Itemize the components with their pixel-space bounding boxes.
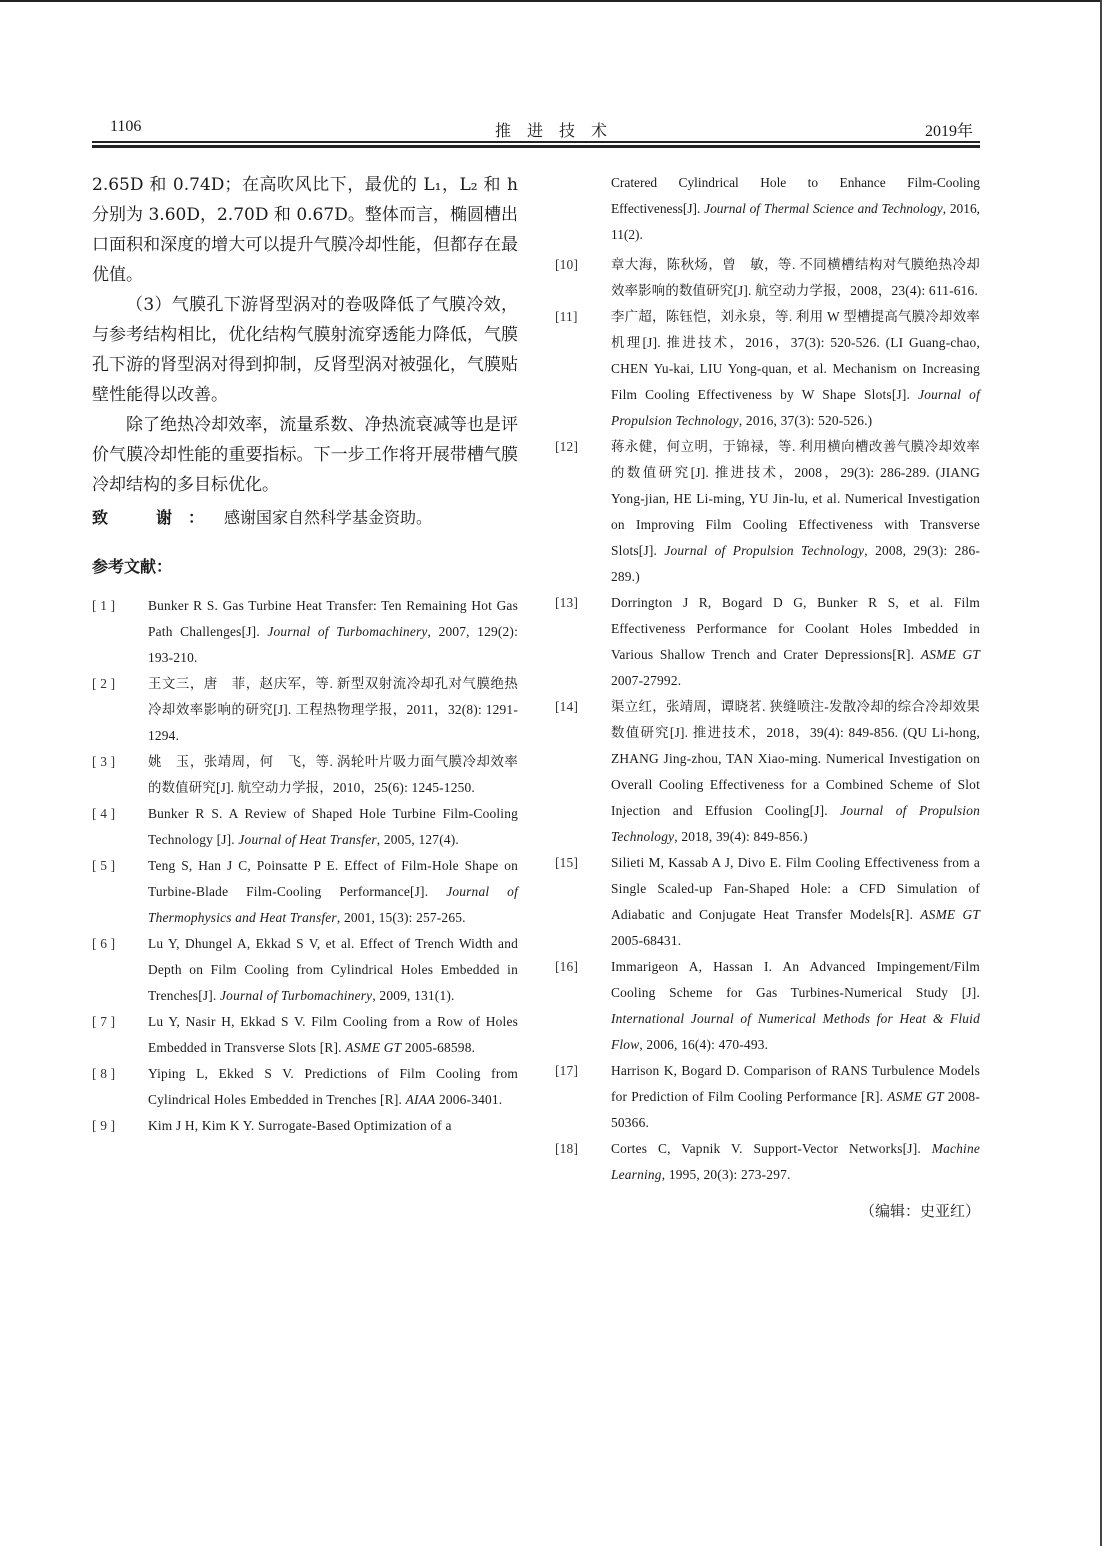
reference-number: [ 5 ] xyxy=(92,858,116,873)
reference-item xyxy=(555,954,980,1058)
reference-number: [ 7 ] xyxy=(92,1014,116,1029)
reference-number: [12] xyxy=(555,439,579,454)
reference-text: Immarigeon A, Hassan I. An Advanced Impingement/Film Cooling Scheme for Gas Turbines-Numerical Study [J]. International Journal of Numerical Methods for Heat & Fluid Flow, 2006, 16(4): 470-493. xyxy=(611,959,980,1052)
reference-text: Cortes C, Vapnik V. Support-Vector Networks[J]. Machine Learning, 1995, 20(3): 273-297. xyxy=(611,1141,980,1182)
reference-number: [11] xyxy=(555,309,578,324)
reference-text: 渠立红，张靖周，谭晓茗. 狭缝喷注-发散冷却的综合冷却效果数值研究[J]. 推进技术，2018，39(4): 849-856. (QU Li-hong, ZHANG Jing-zhou, TAN Xiao-ming. Numerical Investigation on Overall Cooling Effectiveness for a Combined Scheme of Slot Injection and Effusion Cooling[J]. Journal of Propulsion Technology, 2018, 39(4): 849-856.) xyxy=(611,699,980,844)
reference-continuation: Cratered Cylindrical Hole to Enhance Film-Cooling Effectiveness[J]. Journal of Thermal Science and Technology, 2016, 11(2). xyxy=(611,175,980,242)
reference-item xyxy=(92,1113,518,1139)
reference-number: [15] xyxy=(555,855,579,870)
reference-item xyxy=(555,304,980,434)
ack-text: 感谢国家自然科学基金资助。 xyxy=(224,508,433,527)
reference-item xyxy=(92,749,518,801)
reference-number: [ 3 ] xyxy=(92,754,116,769)
page-top-border xyxy=(0,0,1102,2)
reference-text: 李广超，陈钰恺，刘永泉，等. 利用 W 型槽提高气膜冷却效率机理[J]. 推进技术，2016，37(3): 520-526. (LI Guang-chao, CHEN Yu-kai, LIU Yong-quan, et al. Mechanism on Increasing Film Cooling Effectiveness by W Shape Slots[J]. Journal of Propulsion Technology, 2016, 37(3): 520-526.) xyxy=(611,309,981,428)
reference-item xyxy=(92,1061,518,1113)
reference-number: [ 9 ] xyxy=(92,1118,116,1133)
reference-number: [18] xyxy=(555,1141,579,1156)
reference-number: [13] xyxy=(555,595,579,610)
reference-text: Yiping L, Ekked S V. Predictions of Film Cooling from Cylindrical Holes Embedded in Trenches [R]. AIAA 2006-3401. xyxy=(148,1066,518,1107)
reference-number: [17] xyxy=(555,1063,579,1078)
body-paragraph: 除了绝热冷却效率，流量系数、净热流衰减等也是评价气膜冷却性能的重要指标。下一步工作将开展带槽气膜冷却结构的多目标优化。 xyxy=(92,415,518,495)
reference-item xyxy=(555,1058,980,1136)
reference-text: Bunker R S. Gas Turbine Heat Transfer: Ten Remaining Hot Gas Path Challenges[J]. Journal of Turbomachinery, 2007, 129(2): 193-210. xyxy=(148,598,518,665)
reference-item xyxy=(555,252,980,304)
reference-item xyxy=(555,590,980,694)
ack-label: 致 谢： xyxy=(92,508,221,527)
reference-number: [14] xyxy=(555,699,579,714)
reference-text: 章大海，陈秋炀，曾 敏，等. 不同横槽结构对气膜绝热冷却效率影响的数值研究[J]. 航空动力学报，2008，23(4): 611-616. xyxy=(611,257,980,298)
reference-text: Lu Y, Nasir H, Ekkad S V. Film Cooling from a Row of Holes Embedded in Transverse Slots [R]. ASME GT 2005-68598. xyxy=(148,1014,518,1055)
reference-text: Silieti M, Kassab A J, Divo E. Film Cooling Effectiveness from a Single Scaled-up Fan-Shaped Hole: a CFD Simulation of Adiabatic and Conjugate Heat Transfer Models[R]. ASME GT 2005-68431. xyxy=(611,855,980,948)
body-paragraph: （3）气膜孔下游肾型涡对的卷吸降低了气膜冷效，与参考结构相比，优化结构气膜射流穿透能力降低，气膜孔下游的肾型涡对得到抑制，反肾型涡对被强化，气膜贴壁性能得以改善。 xyxy=(92,295,518,405)
reference-text: Dorrington J R, Bogard D G, Bunker R S, et al. Film Effectiveness Performance for Coolant Holes Imbedded in Various Shallow Trench and Crater Depressions[R]. ASME GT 2007-27992. xyxy=(611,595,980,688)
reference-item xyxy=(555,850,980,954)
reference-item xyxy=(555,694,980,850)
editor-note: （编辑：史亚红） xyxy=(859,1202,980,1220)
reference-text: 蒋永健，何立明，于锦禄，等. 利用横向槽改善气膜冷却效率的数值研究[J]. 推进技术，2008，29(3): 286-289. (JIANG Yong-jian, HE Li-ming, YU Jin-lu, et al. Numerical Investigation on Improving Film Cooling Effectiveness with Transverse Slots[J]. Journal of Propulsion Technology, 2008, 29(3): 286-289.) xyxy=(611,439,981,584)
reference-text: 姚 玉，张靖周，何 飞，等. 涡轮叶片吸力面气膜冷却效率的数值研究[J]. 航空动力学报，2010，25(6): 1245-1250. xyxy=(148,754,518,795)
reference-text: Teng S, Han J C, Poinsatte P E. Effect of Film-Hole Shape on Turbine-Blade Film-Cooling Performance[J]. Journal of Thermophysics and Heat Transfer, 2001, 15(3): 257-265. xyxy=(148,858,519,925)
reference-number: [ 4 ] xyxy=(92,806,116,821)
reference-text: Lu Y, Dhungel A, Ekkad S V, et al. Effect of Trench Width and Depth on Film Cooling from Cylindrical Holes Embedded in Trenches[J]. Journal of Turbomachinery, 2009, 131(1). xyxy=(148,936,518,1003)
reference-item xyxy=(92,593,518,671)
reference-item xyxy=(92,671,518,749)
acknowledgement xyxy=(92,506,518,530)
reference-item xyxy=(92,931,518,1009)
reference-item xyxy=(92,1009,518,1061)
header-rule-thick xyxy=(92,145,980,148)
reference-item xyxy=(555,434,980,590)
reference-text: Bunker R S. A Review of Shaped Hole Turbine Film-Cooling Technology [J]. Journal of Heat Transfer, 2005, 127(4). xyxy=(148,806,518,847)
reference-item xyxy=(92,853,518,931)
right-column xyxy=(555,170,980,1221)
journal-name: 推 进 技 术 xyxy=(494,121,607,140)
year: 2019年 xyxy=(925,123,974,140)
body-paragraph: 2.65D 和 0.74D；在高吹风比下，最优的 L₁，L₂ 和 h 分别为 3.60D，2.70D 和 0.67D。整体而言，椭圆槽出口面积和深度的增大可以提升气膜冷却性能，但都存在最优值。 xyxy=(92,175,518,285)
page-number: 1106 xyxy=(110,118,142,135)
reference-number: [ 1 ] xyxy=(92,598,116,613)
reference-number: [ 2 ] xyxy=(92,676,116,691)
reference-number: [10] xyxy=(555,257,579,272)
reference-text: Kim J H, Kim K Y. Surrogate-Based Optimization of a xyxy=(148,1118,452,1133)
left-column xyxy=(92,170,518,1139)
reference-text: 王文三，唐 菲，赵庆军，等. 新型双射流冷却孔对气膜绝热冷却效率影响的研究[J]. 工程热物理学报，2011，32(8): 1291-1294. xyxy=(148,676,518,743)
reference-text: Harrison K, Bogard D. Comparison of RANS Turbulence Models for Prediction of Film Cooling Performance [R]. ASME GT 2008-50366. xyxy=(611,1063,980,1130)
reference-item xyxy=(92,801,518,853)
reference-number: [ 8 ] xyxy=(92,1066,116,1081)
reference-item xyxy=(555,1136,980,1188)
references-title: 参考文献： xyxy=(92,557,173,576)
header-rule xyxy=(92,141,980,143)
reference-list-left xyxy=(92,593,518,1139)
reference-number: [ 6 ] xyxy=(92,936,116,951)
reference-list-right xyxy=(555,252,980,1188)
reference-number: [16] xyxy=(555,959,579,974)
